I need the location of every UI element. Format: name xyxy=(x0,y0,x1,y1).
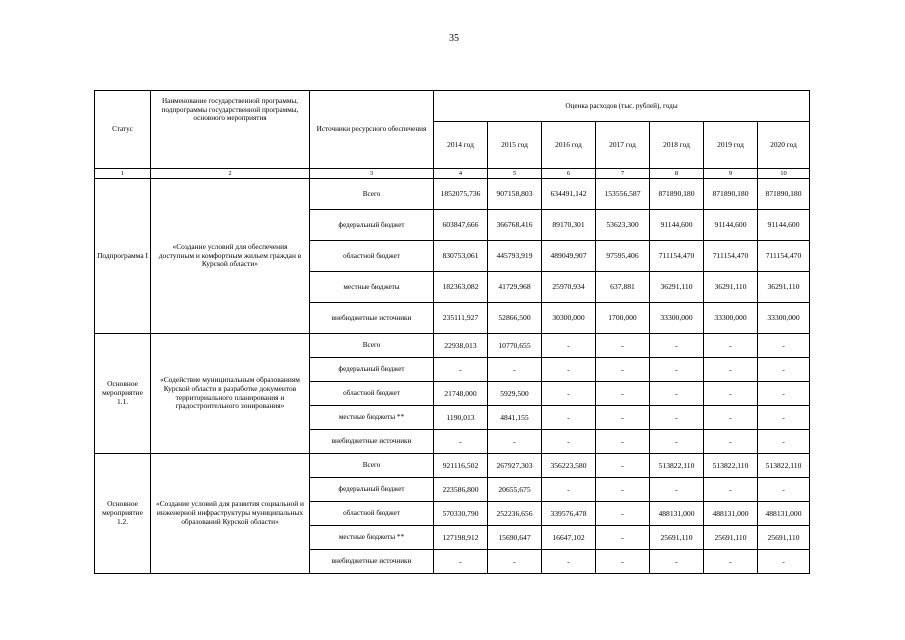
value-cell: - xyxy=(650,478,704,502)
value-cell: 489049,907 xyxy=(542,241,596,272)
value-cell: - xyxy=(758,334,810,358)
value-cell: 25691,110 xyxy=(758,526,810,550)
header-sources: Источники ресурсного обеспечения xyxy=(310,91,434,169)
value-cell: 921116,502 xyxy=(434,454,488,478)
value-cell: 1852075,736 xyxy=(434,179,488,210)
funding-source: местные бюджеты ** xyxy=(310,526,434,550)
value-cell: - xyxy=(704,430,758,454)
value-cell: 1700,000 xyxy=(596,303,650,334)
column-number: 4 xyxy=(434,169,488,179)
value-cell: - xyxy=(596,502,650,526)
value-cell: 339576,478 xyxy=(542,502,596,526)
funding-source: местные бюджеты ** xyxy=(310,406,434,430)
value-cell: - xyxy=(650,406,704,430)
value-cell: - xyxy=(488,550,542,574)
value-cell: 36291,110 xyxy=(650,272,704,303)
value-cell: - xyxy=(596,382,650,406)
value-cell: 36291,110 xyxy=(758,272,810,303)
header-year: 2020 год xyxy=(758,122,810,169)
header-estimate: Оценка расходов (тыс. рублей), годы xyxy=(434,91,810,122)
group-title: «Создание условий для развития социальной и инженерной инфраструктуры муниципальных образований Курской области» xyxy=(151,454,310,574)
column-number: 9 xyxy=(704,169,758,179)
column-number: 5 xyxy=(488,169,542,179)
value-cell: - xyxy=(704,358,758,382)
group-title: «Создание условий для обеспечения доступным и комфортным жильем граждан в Курской области» xyxy=(151,179,310,334)
value-cell: 235111,927 xyxy=(434,303,488,334)
value-cell: 21748,000 xyxy=(434,382,488,406)
funding-source: федеральный бюджет xyxy=(310,358,434,382)
value-cell: - xyxy=(704,550,758,574)
value-cell: 356223,580 xyxy=(542,454,596,478)
column-number: 1 xyxy=(95,169,151,179)
value-cell: - xyxy=(596,406,650,430)
table-body xyxy=(95,91,810,574)
value-cell: - xyxy=(596,358,650,382)
value-cell: - xyxy=(542,478,596,502)
value-cell: - xyxy=(650,382,704,406)
column-number: 8 xyxy=(650,169,704,179)
value-cell: - xyxy=(758,358,810,382)
value-cell: 15690,647 xyxy=(488,526,542,550)
group-status: Основное мероприятие 1.2. xyxy=(95,454,151,574)
table-row xyxy=(95,179,810,210)
value-cell: - xyxy=(704,406,758,430)
value-cell: - xyxy=(596,430,650,454)
value-cell: - xyxy=(596,550,650,574)
funding-source: местные бюджеты xyxy=(310,272,434,303)
value-cell: - xyxy=(434,550,488,574)
value-cell: - xyxy=(488,430,542,454)
group-title: «Содействие муниципальным образованиям Курской области в разработке документов территориального планирования и градостроительного зонирования» xyxy=(151,334,310,454)
funding-source: Всего xyxy=(310,334,434,358)
value-cell: 20655,675 xyxy=(488,478,542,502)
header-year: 2016 год xyxy=(542,122,596,169)
value-cell: 127198,912 xyxy=(434,526,488,550)
value-cell: 91144,600 xyxy=(758,210,810,241)
funding-source: федеральный бюджет xyxy=(310,478,434,502)
page-number: 35 xyxy=(449,33,459,44)
value-cell: 711154,470 xyxy=(758,241,810,272)
value-cell: - xyxy=(758,430,810,454)
value-cell: 513822,110 xyxy=(704,454,758,478)
column-number: 10 xyxy=(758,169,810,179)
funding-source: областной бюджет xyxy=(310,382,434,406)
column-number: 6 xyxy=(542,169,596,179)
header-status: Статус xyxy=(95,91,151,169)
value-cell: 252236,656 xyxy=(488,502,542,526)
value-cell: 711154,470 xyxy=(704,241,758,272)
value-cell: 637,881 xyxy=(596,272,650,303)
funding-source: Всего xyxy=(310,454,434,478)
value-cell: 41729,968 xyxy=(488,272,542,303)
value-cell: - xyxy=(596,334,650,358)
column-number: 2 xyxy=(151,169,310,179)
column-number: 3 xyxy=(310,169,434,179)
value-cell: 634491,142 xyxy=(542,179,596,210)
value-cell: - xyxy=(488,358,542,382)
value-cell: 267927,303 xyxy=(488,454,542,478)
value-cell: - xyxy=(758,478,810,502)
value-cell: - xyxy=(704,334,758,358)
value-cell: 488131,000 xyxy=(704,502,758,526)
funding-source: внебюджетные источники xyxy=(310,550,434,574)
value-cell: 97595,406 xyxy=(596,241,650,272)
value-cell: 871890,180 xyxy=(704,179,758,210)
value-cell: 153556,587 xyxy=(596,179,650,210)
value-cell: - xyxy=(650,334,704,358)
value-cell: 223586,800 xyxy=(434,478,488,502)
header-year: 2019 год xyxy=(704,122,758,169)
value-cell: 89170,301 xyxy=(542,210,596,241)
value-cell: 871890,180 xyxy=(758,179,810,210)
value-cell: 570330,790 xyxy=(434,502,488,526)
value-cell: 52866,500 xyxy=(488,303,542,334)
value-cell: - xyxy=(650,550,704,574)
value-cell: 25691,110 xyxy=(650,526,704,550)
value-cell: 513822,110 xyxy=(650,454,704,478)
value-cell: 33300,000 xyxy=(650,303,704,334)
value-cell: 30300,000 xyxy=(542,303,596,334)
value-cell: - xyxy=(542,430,596,454)
value-cell: - xyxy=(596,478,650,502)
value-cell: 25970,934 xyxy=(542,272,596,303)
value-cell: - xyxy=(596,526,650,550)
funding-source: внебюджетные источники xyxy=(310,430,434,454)
value-cell: - xyxy=(704,478,758,502)
column-number: 7 xyxy=(596,169,650,179)
value-cell: - xyxy=(704,382,758,406)
value-cell: 1190,013 xyxy=(434,406,488,430)
value-cell: 53623,300 xyxy=(596,210,650,241)
value-cell: - xyxy=(596,454,650,478)
value-cell: 488131,000 xyxy=(758,502,810,526)
value-cell: - xyxy=(758,406,810,430)
funding-source: Всего xyxy=(310,179,434,210)
header-year: 2017 год xyxy=(596,122,650,169)
value-cell: - xyxy=(758,550,810,574)
value-cell: - xyxy=(650,430,704,454)
value-cell: - xyxy=(542,550,596,574)
value-cell: 91144,600 xyxy=(650,210,704,241)
value-cell: 366768,416 xyxy=(488,210,542,241)
header-year: 2018 год xyxy=(650,122,704,169)
value-cell: - xyxy=(542,406,596,430)
value-cell: - xyxy=(542,334,596,358)
header-year: 2015 год xyxy=(488,122,542,169)
value-cell: 10770,655 xyxy=(488,334,542,358)
value-cell: 33300,000 xyxy=(704,303,758,334)
value-cell: 5929,500 xyxy=(488,382,542,406)
funding-source: областной бюджет xyxy=(310,502,434,526)
value-cell: - xyxy=(542,382,596,406)
header-name: Наименование государственной программы, подпрограммы государственной программы, основного мероприятия xyxy=(151,91,310,169)
value-cell: 4841,155 xyxy=(488,406,542,430)
value-cell: - xyxy=(758,382,810,406)
value-cell: 711154,470 xyxy=(650,241,704,272)
table-row xyxy=(95,334,810,358)
group-status: Подпрограмма I xyxy=(95,179,151,334)
funding-source: федеральный бюджет xyxy=(310,210,434,241)
value-cell: 25691,110 xyxy=(704,526,758,550)
column-number-row xyxy=(95,169,810,179)
value-cell: 603847,666 xyxy=(434,210,488,241)
value-cell: 830753,061 xyxy=(434,241,488,272)
header-year: 2014 год xyxy=(434,122,488,169)
value-cell: 91144,600 xyxy=(704,210,758,241)
value-cell: 36291,110 xyxy=(704,272,758,303)
expenditure-table xyxy=(94,90,810,574)
value-cell: - xyxy=(650,358,704,382)
value-cell: 871890,180 xyxy=(650,179,704,210)
funding-source: областной бюджет xyxy=(310,241,434,272)
value-cell: 445793,919 xyxy=(488,241,542,272)
value-cell: 22938,013 xyxy=(434,334,488,358)
value-cell: 907158,803 xyxy=(488,179,542,210)
value-cell: 16647,102 xyxy=(542,526,596,550)
value-cell: - xyxy=(542,358,596,382)
value-cell: 182363,082 xyxy=(434,272,488,303)
value-cell: - xyxy=(434,430,488,454)
group-status: Основное мероприятие 1.1. xyxy=(95,334,151,454)
value-cell: 33300,000 xyxy=(758,303,810,334)
header-row-1 xyxy=(95,91,810,122)
funding-source: внебюджетные источники xyxy=(310,303,434,334)
value-cell: 513822,110 xyxy=(758,454,810,478)
table-row xyxy=(95,454,810,478)
value-cell: 488131,000 xyxy=(650,502,704,526)
value-cell: - xyxy=(434,358,488,382)
